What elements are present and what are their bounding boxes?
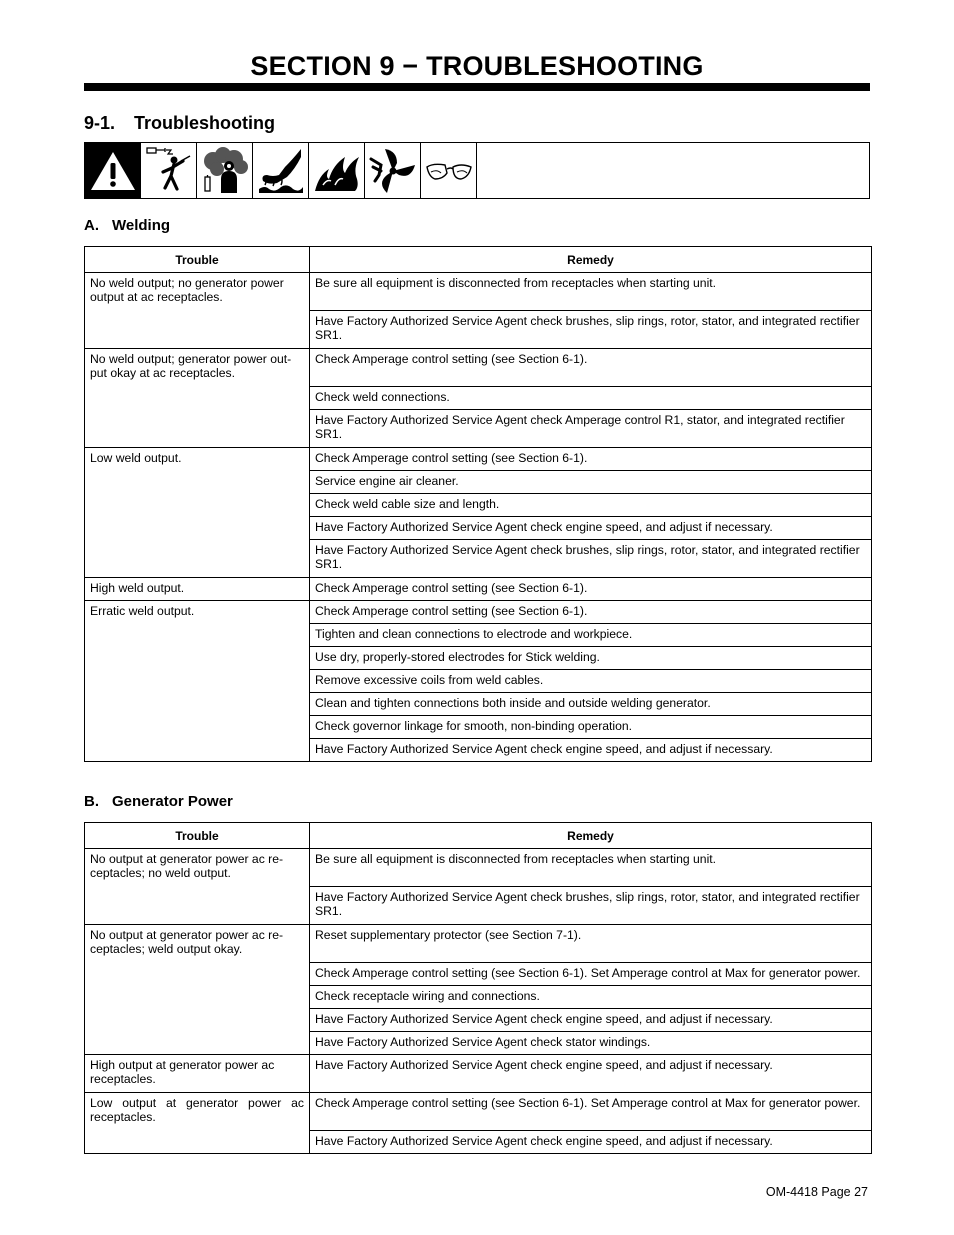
table-row	[85, 601, 872, 624]
subsection-heading	[84, 112, 275, 134]
remedy-cell: Have Factory Authorized Service Agent check engine speed, and adjust if necessary.	[310, 517, 872, 540]
remedy-column-header: Remedy	[310, 247, 872, 273]
remedy-cell: Check Amperage control setting (see Section 6-1).	[310, 448, 872, 471]
remedy-cell: Check receptacle wiring and connections.	[310, 986, 872, 1009]
table-header-row	[85, 823, 872, 849]
remedy-cell: Tighten and clean connections to electrode and workpiece.	[310, 624, 872, 647]
table-row	[85, 349, 872, 387]
remedy-cell: Be sure all equipment is disconnected from receptacles when starting unit.	[310, 849, 872, 887]
welding-heading	[84, 217, 170, 235]
electric-shock-icon	[141, 143, 197, 198]
remedy-cell: Have Factory Authorized Service Agent check brushes, slip rings, rotor, stator, and integrated rectifier SR1.	[310, 540, 872, 578]
trouble-cell: No output at generator power ac re-ceptacles; weld output okay.	[85, 925, 310, 1055]
remedy-cell: Have Factory Authorized Service Agent check Amperage control R1, stator, and integrated rectifier SR1.	[310, 410, 872, 448]
remedy-cell: Check weld cable size and length.	[310, 494, 872, 517]
remedy-cell: Check Amperage control setting (see Section 6-1).	[310, 578, 872, 601]
trouble-cell: No output at generator power ac re-ceptacles; no weld output.	[85, 849, 310, 925]
trouble-cell: High weld output.	[85, 578, 310, 601]
trouble-cell: No weld output; no generator power output at ac receptacles.	[85, 273, 310, 349]
warning-icon	[85, 143, 141, 198]
trouble-column-header: Trouble	[85, 247, 310, 273]
remedy-cell: Service engine air cleaner.	[310, 471, 872, 494]
remedy-cell: Check governor linkage for smooth, non-binding operation.	[310, 716, 872, 739]
remedy-cell: Have Factory Authorized Service Agent check engine speed, and adjust if necessary.	[310, 1131, 872, 1154]
table-row	[85, 448, 872, 471]
title-rule	[84, 83, 870, 91]
fire-icon	[309, 143, 365, 198]
welding-letter: A.	[84, 217, 99, 234]
remedy-cell: Have Factory Authorized Service Agent check brushes, slip rings, rotor, stator, and integrated rectifier SR1.	[310, 887, 872, 925]
remedy-cell: Check Amperage control setting (see Section 6-1).	[310, 601, 872, 624]
table-row	[85, 849, 872, 887]
remedy-cell: Check Amperage control setting (see Section 6-1). Set Amperage control at Max for generator power.	[310, 963, 872, 986]
table-row	[85, 578, 872, 601]
trouble-cell: Low output at generator power ac receptacles.	[85, 1093, 310, 1154]
trouble-column-header: Trouble	[85, 823, 310, 849]
welding-title: Welding	[112, 217, 171, 234]
hazard-icon-strip	[85, 143, 869, 198]
welding-troubleshooting-table	[84, 246, 872, 762]
remedy-cell: Reset supplementary protector (see Section 7-1).	[310, 925, 872, 963]
safety-glasses-icon	[421, 143, 477, 198]
remedy-cell: Check Amperage control setting (see Section 6-1).	[310, 349, 872, 387]
remedy-cell: Have Factory Authorized Service Agent check brushes, slip rings, rotor, stator, and integrated rectifier SR1.	[310, 311, 872, 349]
remedy-cell: Have Factory Authorized Service Agent check engine speed, and adjust if necessary.	[310, 739, 872, 762]
remedy-cell: Have Factory Authorized Service Agent check stator windings.	[310, 1032, 872, 1055]
page-footer: OM-4418 Page 27	[765, 1185, 868, 1199]
remedy-column-header: Remedy	[310, 823, 872, 849]
subsection-title: Troubleshooting	[134, 113, 275, 133]
remedy-cell: Remove excessive coils from weld cables.	[310, 670, 872, 693]
table-row	[85, 1055, 872, 1093]
remedy-cell: Use dry, properly-stored electrodes for Stick welding.	[310, 647, 872, 670]
generator-title: Generator Power	[112, 793, 233, 810]
remedy-cell: Have Factory Authorized Service Agent check engine speed, and adjust if necessary.	[310, 1009, 872, 1032]
remedy-cell: Check weld connections.	[310, 387, 872, 410]
trouble-cell: Erratic weld output.	[85, 601, 310, 762]
table-row	[85, 1093, 872, 1131]
page-title: SECTION 9 − TROUBLESHOOTING	[250, 51, 704, 81]
remedy-cell: Be sure all equipment is disconnected from receptacles when starting unit.	[310, 273, 872, 311]
remedy-cell: Have Factory Authorized Service Agent check engine speed, and adjust if necessary.	[310, 1055, 872, 1093]
remedy-cell: Clean and tighten connections both inside and outside welding generator.	[310, 693, 872, 716]
moving-parts-icon	[365, 143, 421, 198]
generator-power-heading	[84, 793, 233, 811]
table-row	[85, 273, 872, 311]
hot-parts-icon	[253, 143, 309, 198]
generator-letter: B.	[84, 793, 99, 810]
trouble-cell: High output at generator power ac receptacles.	[85, 1055, 310, 1093]
subsection-number: 9-1.	[84, 113, 116, 133]
hazard-icon-box	[84, 142, 870, 199]
table-header-row	[85, 247, 872, 273]
generator-troubleshooting-table	[84, 822, 872, 1154]
trouble-cell: No weld output; generator power out-put okay at ac receptacles.	[85, 349, 310, 448]
table-row	[85, 925, 872, 963]
remedy-cell: Check Amperage control setting (see Section 6-1). Set Amperage control at Max for generator power.	[310, 1093, 872, 1131]
trouble-cell: Low weld output.	[85, 448, 310, 578]
fumes-icon	[197, 143, 253, 198]
